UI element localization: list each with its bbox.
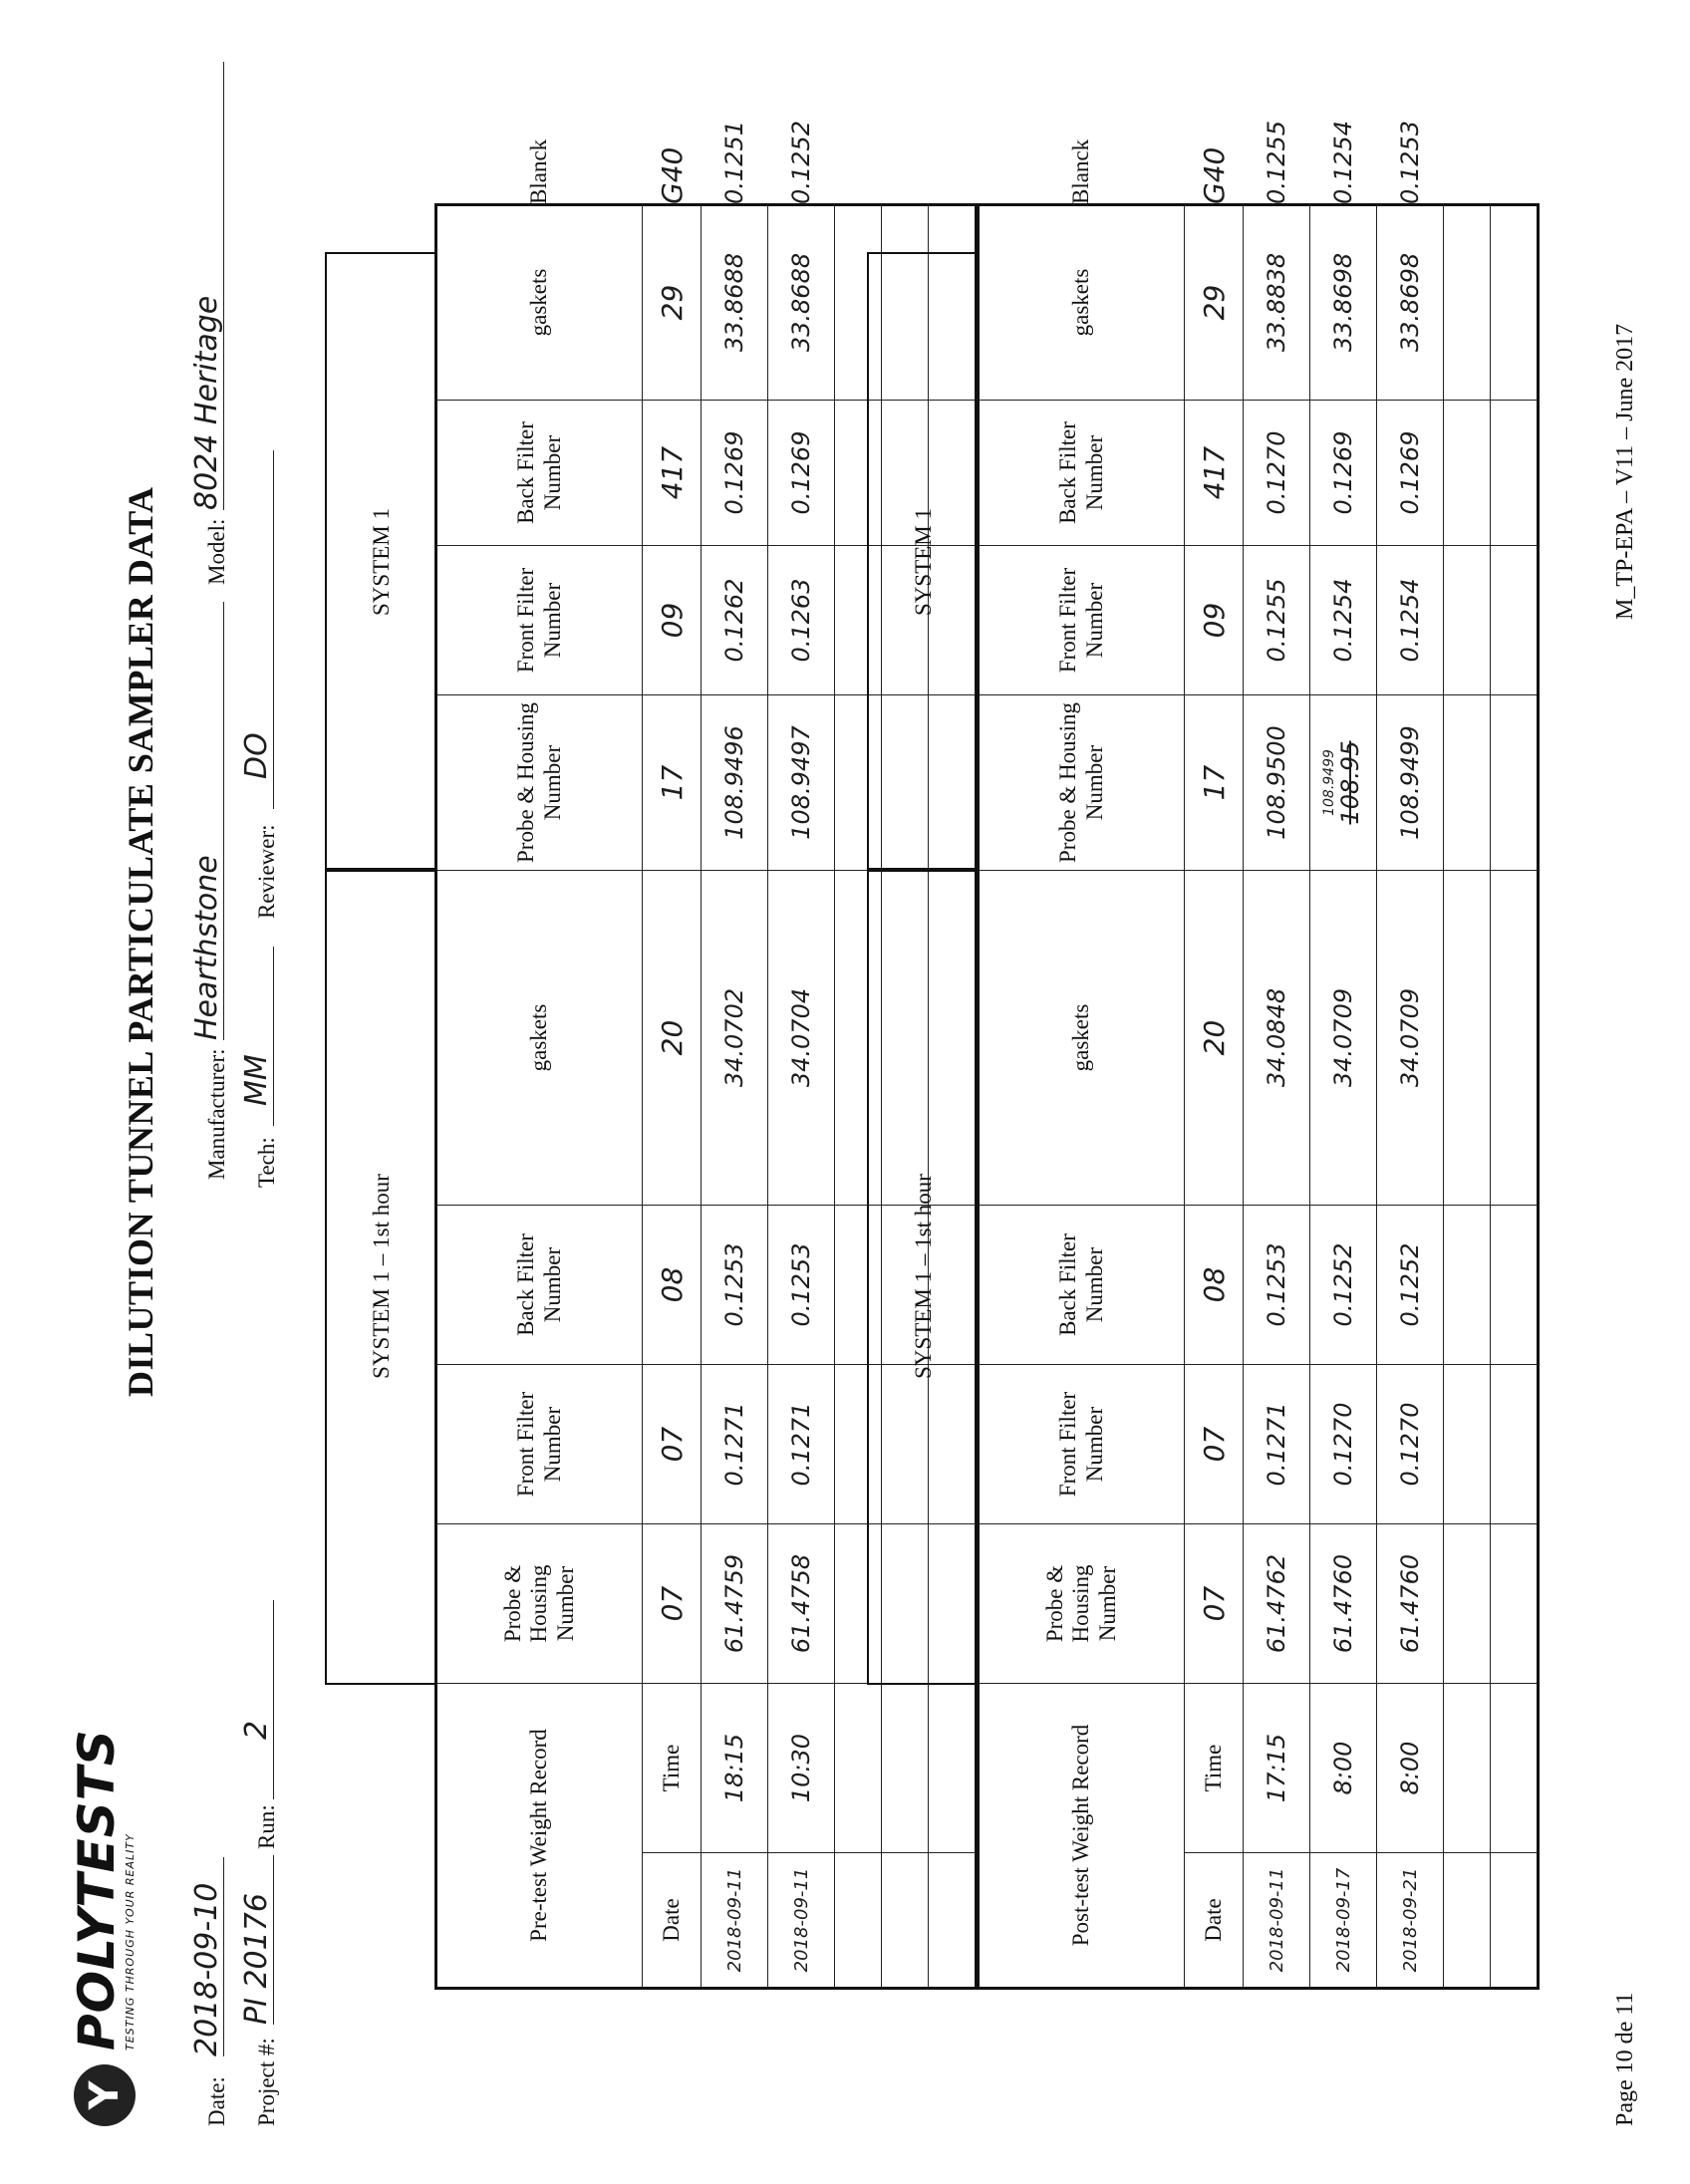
posttest-cell[interactable]: 2018-09-21 (1377, 1853, 1444, 1989)
posttest-cell[interactable]: 0.1254 (1377, 546, 1444, 695)
pretest-cell[interactable]: 2018-09-11 (702, 1853, 768, 1989)
posttest-cell[interactable]: 108.9499 (1377, 695, 1444, 871)
pretest-header-front1: Front Filter Number (436, 1365, 643, 1524)
posttest-cell[interactable]: 0.1269 (1310, 401, 1377, 546)
posttest-header-front1: Front Filter Number (979, 1365, 1185, 1524)
page-number: Page 10 de 11 (1612, 1992, 1638, 2126)
posttest-cell[interactable]: 8:00 (1310, 1684, 1377, 1853)
pretest-header-back1: Back Filter Number (436, 1206, 643, 1365)
pretest-cell[interactable]: 0.1262 (702, 546, 768, 695)
pretest-cell[interactable]: 61.4758 (768, 1524, 835, 1684)
posttest-cell[interactable]: 8:00 (1377, 1684, 1444, 1853)
posttest-cell[interactable]: 33.8698 (1377, 205, 1444, 401)
posttest-cell[interactable]: 34.0709 (1377, 871, 1444, 1206)
logo-name: POLYTESTS (68, 1729, 126, 2050)
posttest-cell[interactable]: 0.1270 (1244, 401, 1310, 546)
project-label: Project #: (254, 2038, 279, 2126)
manufacturer-value: Hearthstone (189, 855, 224, 1040)
polytests-logo (68, 1729, 137, 2126)
empty-cell[interactable] (1444, 1524, 1491, 1684)
posttest-cell[interactable]: 61.4760 (1377, 1524, 1444, 1684)
posttest-header-gaskets1: gaskets (979, 871, 1185, 1206)
pretest-cell[interactable]: 61.4759 (702, 1524, 768, 1684)
empty-cell[interactable] (1491, 1684, 1539, 1853)
table-row-empty (1444, 205, 1491, 1989)
pretest-band-first-hour: SYSTEM 1 – 1st hour (325, 868, 436, 1685)
posttest-cell[interactable]: 0.1255 (1244, 546, 1310, 695)
model-value: 8024 Heritage (189, 295, 224, 510)
pretest-cell[interactable]: 0.1271 (702, 1365, 768, 1524)
posttest-num-cell: 09 (1185, 546, 1244, 695)
empty-cell[interactable] (1444, 401, 1491, 546)
pretest-cell[interactable]: 0.1271 (768, 1365, 835, 1524)
posttest-cell[interactable]: 108.9500 (1244, 695, 1310, 871)
manufacturer-label: Manufacturer: (204, 1048, 229, 1180)
project-field[interactable] (239, 1855, 274, 2025)
reviewer-field[interactable] (239, 450, 274, 809)
posttest-band-first-hour: SYSTEM 1 – 1st hour (867, 868, 979, 1685)
empty-cell[interactable] (1491, 1365, 1539, 1524)
tech-label: Tech: (254, 1137, 279, 1188)
model-field[interactable] (189, 62, 224, 510)
posttest-header-back1: Back Filter Number (979, 1206, 1185, 1365)
document-reference: M_TP-EPA – V11 – June 2017 (1612, 323, 1638, 620)
pretest-cell[interactable]: 34.0704 (768, 871, 835, 1206)
posttest-subheader-date: Date (1185, 1853, 1244, 1989)
pretest-num-cell: 07 (643, 1365, 702, 1524)
posttest-cell-correction: 108.9499 (1321, 749, 1337, 816)
empty-cell[interactable] (1444, 871, 1491, 1206)
pretest-header-gaskets1: gaskets (436, 871, 643, 1206)
pretest-subheader-time: Time (643, 1684, 702, 1853)
empty-cell[interactable] (1444, 1365, 1491, 1524)
posttest-header-back2: Back Filter Number (979, 401, 1185, 546)
posttest-header-record: Post-test Weight Record (979, 1684, 1185, 1989)
pretest-header-record: Pre-test Weight Record (436, 1684, 643, 1989)
empty-cell[interactable] (1491, 401, 1539, 546)
manufacturer-field[interactable] (189, 602, 224, 1040)
pretest-grid: Pre-test Weight Record Probe & Housing Number Front Filter Number Back Filter Number gaskets Probe & Housing Number Front Filter Number Back Filter Number gaskets Blanck Date Time 07 07 08 20 17 09 417 29 G40 2018-09-11 18:15 61.4759 0.1271 0.1253 34.0702 108.9496 0.1262 0.1269 33.8688 0.1251 2018-09-11 10:30 61.4758 0.1271 0.1253 34.0704 108.9497 0.1263 0.1269 33.8688 0.1252 (434, 203, 978, 1990)
table-row: 2018-09-17 8:00 61.4760 0.1270 0.1252 34.0709 108.9499 108.95 0.1254 0.1269 33.8698 0.1254 (1310, 205, 1377, 1989)
pretest-cell[interactable]: 10:30 (768, 1684, 835, 1853)
posttest-num-cell: 17 (1185, 695, 1244, 871)
posttest-num-cell: 08 (1185, 1206, 1244, 1365)
posttest-cell[interactable]: 17:15 (1244, 1684, 1310, 1853)
posttest-table (867, 121, 1564, 1990)
posttest-cell[interactable]: 61.4760 (1310, 1524, 1377, 1684)
tech-value: MM (239, 1054, 274, 1106)
posttest-cell-struck-value: 108.95 (1336, 740, 1364, 825)
run-value: 2 (239, 1720, 274, 1740)
pretest-header-probe2: Probe & Housing Number (436, 695, 643, 871)
posttest-num-cell: 20 (1185, 871, 1244, 1206)
pretest-num-cell: 09 (643, 546, 702, 695)
pretest-cell[interactable]: 18:15 (702, 1684, 768, 1853)
table-row: 2018-09-11 10:30 61.4758 0.1271 0.1253 34.0704 108.9497 0.1263 0.1269 33.8688 0.1252 (768, 205, 835, 1989)
posttest-grid: Post-test Weight Record Probe & Housing Number Front Filter Number Back Filter Number gaskets Probe & Housing Number Front Filter Number Back Filter Number gaskets Blanck Date Time 07 07 08 20 17 09 417 29 G40 2018-09-11 17:15 61.4762 0.1271 0.1253 34.0848 108.9500 0.1255 0.1270 33.8838 0.1255 2018-09-17 8:00 61.4760 0.1270 0.1252 34.0709 108.9499 108.95 0.1254 0.1269 33.8698 0.1254 2018-09-21 8:00 61.4760 0.1270 0.1252 34.0709 108.9499 0.1254 0.1269 33.8698 0.1253 (977, 203, 1540, 1990)
tech-field[interactable] (239, 947, 274, 1126)
pretest-subheader-date: Date (643, 1853, 702, 1989)
posttest-band-system1: SYSTEM 1 (867, 252, 979, 872)
posttest-cell[interactable]: 0.1252 (1377, 1206, 1444, 1365)
pretest-num-cell: 29 (643, 205, 702, 401)
posttest-header-front2: Front Filter Number (979, 546, 1185, 695)
posttest-cell[interactable]: 0.1253 (1244, 1206, 1310, 1365)
date-value: 2018-09-10 (189, 1882, 224, 2056)
logo-tagline: TESTING THROUGH YOUR REALITY (124, 1833, 137, 2050)
posttest-num-cell: 29 (1185, 205, 1244, 401)
posttest-num-cell: 07 (1185, 1365, 1244, 1524)
posttest-cell[interactable]: 0.1269 (1377, 401, 1444, 546)
empty-cell[interactable] (1491, 1524, 1539, 1684)
empty-cell[interactable] (1491, 871, 1539, 1206)
posttest-cell[interactable]: 34.0848 (1244, 871, 1310, 1206)
table-row: 2018-09-21 8:00 61.4760 0.1270 0.1252 34.0709 108.9499 0.1254 0.1269 33.8698 0.1253 (1377, 205, 1444, 1989)
pretest-num-cell: 07 (643, 1524, 702, 1684)
posttest-num-cell: 07 (1185, 1524, 1244, 1684)
empty-cell[interactable] (1444, 695, 1491, 871)
pretest-header-gaskets2: gaskets (436, 205, 643, 401)
logo-mark-icon: Y (74, 2064, 136, 2126)
posttest-num-cell: 417 (1185, 401, 1244, 546)
pretest-cell[interactable]: 33.8688 (768, 205, 835, 401)
pretest-cell[interactable]: 0.1253 (768, 1206, 835, 1365)
run-field[interactable] (239, 1600, 274, 1799)
posttest-cell[interactable]: 0.1270 (1310, 1365, 1377, 1524)
empty-cell[interactable] (1444, 1206, 1491, 1365)
posttest-subheader-time: Time (1185, 1684, 1244, 1853)
empty-cell[interactable] (1444, 1853, 1491, 1989)
pretest-cell[interactable]: 0.1269 (702, 401, 768, 546)
pretest-cell[interactable]: 0.1253 (702, 1206, 768, 1365)
pretest-cell[interactable]: 2018-09-11 (768, 1853, 835, 1989)
posttest-cell-corrected[interactable] (1310, 695, 1377, 871)
posttest-cell[interactable]: 0.1254 (1310, 546, 1377, 695)
posttest-header-gaskets2: gaskets (979, 205, 1185, 401)
posttest-header-probe1: Probe & Housing Number (979, 1524, 1185, 1684)
empty-cell[interactable] (1444, 546, 1491, 695)
pretest-cell[interactable]: 33.8688 (702, 205, 768, 401)
posttest-cell[interactable]: 0.1271 (1244, 1365, 1310, 1524)
date-field[interactable] (189, 1857, 224, 2056)
empty-cell[interactable] (1491, 1853, 1539, 1989)
posttest-cell[interactable]: 33.8698 (1310, 205, 1377, 401)
empty-cell[interactable] (1444, 205, 1491, 401)
table-row: 2018-09-11 18:15 61.4759 0.1271 0.1253 34.0702 108.9496 0.1262 0.1269 33.8688 0.1251 (702, 205, 768, 1989)
pretest-band-system1: SYSTEM 1 (325, 252, 436, 872)
pretest-header-back2: Back Filter Number (436, 401, 643, 546)
run-label: Run: (254, 1804, 279, 1849)
posttest-cell[interactable]: 0.1270 (1377, 1365, 1444, 1524)
posttest-cell[interactable]: 0.1252 (1310, 1206, 1377, 1365)
posttest-header-probe2: Probe & Housing Number (979, 695, 1185, 871)
pretest-cell[interactable]: 108.9496 (702, 695, 768, 871)
pretest-num-cell: 08 (643, 1206, 702, 1365)
reviewer-value: DO (239, 732, 274, 779)
document-title: DILUTION TUNNEL PARTICULATE SAMPLER DATA (121, 486, 160, 1397)
posttest-cell[interactable]: 2018-09-11 (1244, 1853, 1310, 1989)
pretest-header-probe1: Probe & Housing Number (436, 1524, 643, 1684)
empty-cell[interactable] (1444, 1684, 1491, 1853)
posttest-cell[interactable]: 2018-09-17 (1310, 1853, 1377, 1989)
pretest-num-cell: 20 (643, 871, 702, 1206)
reviewer-label: Reviewer: (254, 824, 279, 919)
pretest-cell[interactable]: 0.1269 (768, 401, 835, 546)
pretest-header-front2: Front Filter Number (436, 546, 643, 695)
table-row-empty (1491, 205, 1539, 1989)
model-label: Model: (204, 518, 229, 585)
pretest-num-cell: 417 (643, 401, 702, 546)
date-label: Date: (204, 2076, 229, 2126)
empty-cell[interactable] (1491, 205, 1539, 401)
pretest-cell[interactable]: 34.0702 (702, 871, 768, 1206)
pretest-cell[interactable]: 108.9497 (768, 695, 835, 871)
empty-cell[interactable] (1491, 695, 1539, 871)
pretest-num-cell: 17 (643, 695, 702, 871)
posttest-cell[interactable]: 33.8838 (1244, 205, 1310, 401)
posttest-cell[interactable]: 61.4762 (1244, 1524, 1310, 1684)
empty-cell[interactable] (1491, 1206, 1539, 1365)
pretest-cell[interactable]: 0.1263 (768, 546, 835, 695)
project-value: PI 20176 (239, 1893, 274, 2025)
table-row: 2018-09-11 17:15 61.4762 0.1271 0.1253 34.0848 108.9500 0.1255 0.1270 33.8838 0.1255 (1244, 205, 1310, 1989)
empty-cell[interactable] (1491, 546, 1539, 695)
posttest-cell[interactable]: 34.0709 (1310, 871, 1377, 1206)
